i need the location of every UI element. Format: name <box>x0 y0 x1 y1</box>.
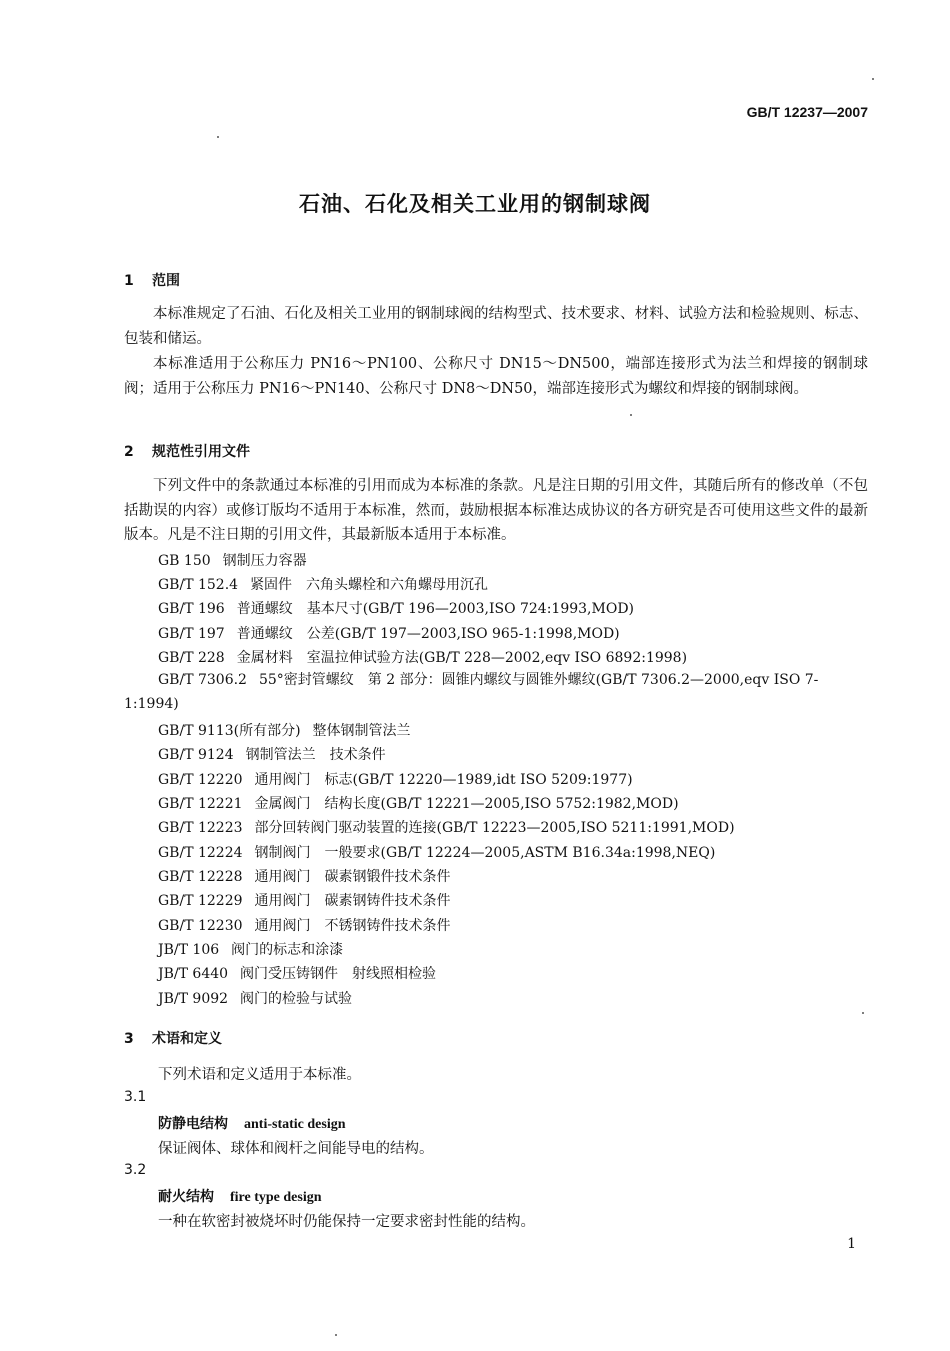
ref-title: 普通螺纹 公差(GB/T 197—2003,ISO 965-1:1998,MOD) <box>236 626 620 642</box>
section-1-heading <box>124 270 180 290</box>
scan-speck <box>872 78 874 80</box>
ref-title: 紧固件 六角头螺栓和六角螺母用沉孔 <box>250 577 489 593</box>
ref-title: 通用阀门 标志(GB/T 12220—1989,idt ISO 5209:1977) <box>254 772 633 788</box>
section-2-title: 规范性引用文件 <box>152 444 250 460</box>
ref-code: GB/T 7306.2 <box>158 672 247 688</box>
term-heading <box>158 1186 322 1206</box>
ref-title: 阀门受压铸钢件 射线照相检验 <box>240 966 437 982</box>
section-1-title: 范围 <box>152 273 180 289</box>
section-3-title: 术语和定义 <box>152 1031 222 1047</box>
document-title: 石油、石化及相关工业用的钢制球阀 <box>299 192 651 216</box>
ref-item <box>158 990 352 1008</box>
term-number: 3.2 <box>124 1162 147 1178</box>
ref-code: GB/T 228 <box>158 650 225 666</box>
ref-item <box>158 771 633 789</box>
term-definition: 一种在软密封被烧坏时仍能保持一定要求密封性能的结构。 <box>158 1214 535 1230</box>
ref-title: 通用阀门 碳素钢锻件技术条件 <box>254 869 451 885</box>
ref-item <box>158 649 687 667</box>
ref-code: JB/T 9092 <box>158 991 229 1007</box>
scan-speck <box>335 1334 337 1336</box>
ref-code: GB/T 12220 <box>158 772 243 788</box>
ref-code: GB/T 12221 <box>158 796 243 812</box>
ref-item <box>158 844 715 862</box>
section-3-intro: 下列术语和定义适用于本标准。 <box>158 1067 361 1083</box>
ref-code: GB/T 12224 <box>158 845 243 861</box>
ref-title: 普通螺纹 基本尺寸(GB/T 196—2003,ISO 724:1993,MOD) <box>236 601 635 617</box>
term-en: anti-static design <box>244 1117 346 1132</box>
ref-item <box>158 941 343 959</box>
ref-code: JB/T 6440 <box>158 966 229 982</box>
ref-title: 阀门的检验与试验 <box>240 991 353 1007</box>
ref-title: 整体钢制管法兰 <box>312 723 411 739</box>
scan-speck <box>630 414 632 416</box>
term-zh: 防静电结构 <box>158 1116 228 1132</box>
ref-title: 部分回转阀门驱动装置的连接(GB/T 12223—2005,ISO 5211:1991,MOD) <box>254 820 735 836</box>
ref-title: 55°密封管螺纹 第 2 部分：圆锥内螺纹与圆锥外螺纹(GB/T 7306.2—2000,eqv ISO 7-1:1994) <box>124 672 819 712</box>
ref-code: GB/T 197 <box>158 626 225 642</box>
ref-title: 金属材料 室温拉伸试验方法(GB/T 228—2002,eqv ISO 6892:1998) <box>236 650 688 666</box>
section-2-intro: 下列文件中的条款通过本标准的引用而成为本标准的条款。凡是注日期的引用文件，其随后所有的修改单（不包括勘误的内容）或修订版均不适用于本标准，然而，鼓励根据本标准达成协议的各方研究是否可使用这些文件的最新版本。凡是不注日期的引用文件，其最新版本适用于本标准。 <box>124 478 868 543</box>
section-3-heading <box>124 1028 222 1048</box>
term-heading <box>158 1113 346 1133</box>
ref-item <box>158 722 411 740</box>
ref-code: GB/T 12228 <box>158 869 243 885</box>
ref-code: GB/T 9124 <box>158 747 234 763</box>
ref-code: GB/T 12229 <box>158 893 243 909</box>
ref-title: 钢制阀门 一般要求(GB/T 12224—2005,ASTM B16.34a:1998,NEQ) <box>254 845 716 861</box>
section-3-number: 3 <box>124 1031 134 1047</box>
section-1-paragraph-2: 本标准适用于公称压力 PN16～PN100、公称尺寸 DN15～DN500，端部连接形式为法兰和焊接的钢制球阀；适用于公称压力 PN16～PN140、公称尺寸 DN8～DN50，端部连接形式为螺纹和焊接的钢制球阀。 <box>124 356 868 397</box>
ref-item <box>158 576 488 594</box>
page-number: 1 <box>847 1236 856 1252</box>
ref-item <box>158 965 436 983</box>
ref-title: 钢制管法兰 技术条件 <box>245 747 386 763</box>
ref-title: 通用阀门 不锈钢铸件技术条件 <box>254 918 451 934</box>
term-number: 3.1 <box>124 1089 147 1105</box>
ref-code: GB/T 12223 <box>158 820 243 836</box>
ref-code: GB/T 196 <box>158 601 225 617</box>
term-zh: 耐火结构 <box>158 1189 214 1205</box>
section-2-number: 2 <box>124 444 134 460</box>
ref-title: 阀门的标志和涂漆 <box>231 942 344 958</box>
ref-item-wrapped <box>124 668 868 716</box>
ref-item <box>158 795 679 813</box>
ref-code: GB/T 152.4 <box>158 577 239 593</box>
section-2-heading <box>124 441 250 461</box>
ref-item <box>158 552 307 570</box>
ref-item <box>158 746 386 764</box>
ref-item <box>158 625 620 643</box>
scan-speck <box>862 1012 864 1014</box>
ref-item <box>158 917 451 935</box>
term-definition: 保证阀体、球体和阀杆之间能导电的结构。 <box>158 1141 434 1157</box>
standard-code: GB/T 12237—2007 <box>746 104 868 120</box>
ref-item <box>158 892 451 910</box>
ref-code: GB/T 12230 <box>158 918 243 934</box>
section-1-paragraph-1: 本标准规定了石油、石化及相关工业用的钢制球阀的结构型式、技术要求、材料、试验方法和检验规则、标志、包装和储运。 <box>124 306 868 347</box>
ref-code: GB 150 <box>158 553 211 569</box>
ref-title: 钢制压力容器 <box>222 553 307 569</box>
ref-item <box>158 819 735 837</box>
ref-item <box>158 868 451 886</box>
ref-title: 通用阀门 碳素钢铸件技术条件 <box>254 893 451 909</box>
ref-item <box>158 600 634 618</box>
term-en: fire type design <box>230 1190 322 1205</box>
section-1-number: 1 <box>124 273 134 289</box>
ref-code: GB/T 9113(所有部分) <box>158 723 301 739</box>
scan-speck <box>217 136 219 138</box>
ref-code: JB/T 106 <box>158 942 220 958</box>
ref-title: 金属阀门 结构长度(GB/T 12221—2005,ISO 5752:1982,MOD) <box>254 796 679 812</box>
